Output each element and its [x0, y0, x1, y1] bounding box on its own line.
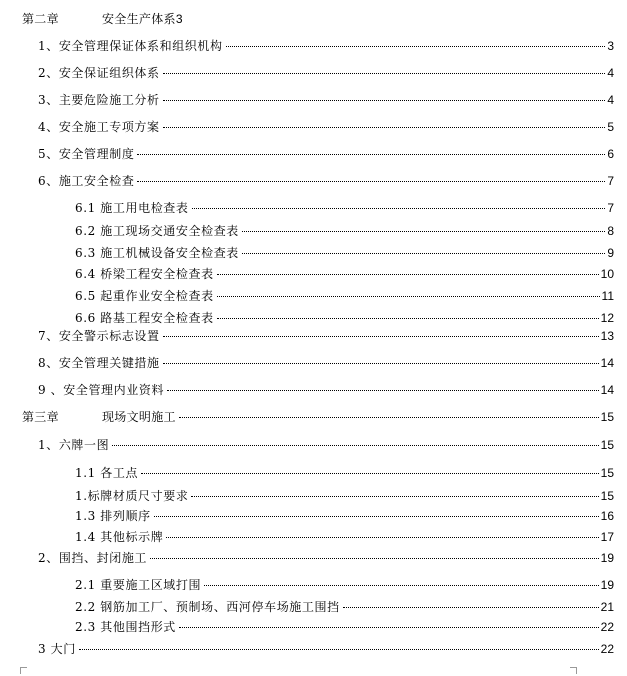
- toc-entry-title: 4、安全施工专项方案: [38, 120, 160, 134]
- toc-page-number: 5: [607, 120, 614, 134]
- toc-dot-leader: [163, 73, 606, 74]
- toc-dot-leader: [242, 231, 605, 232]
- chapter-number: 第二章: [22, 12, 59, 26]
- toc-entry[interactable]: [75, 507, 614, 525]
- toc-page-number: 3: [607, 39, 614, 53]
- toc-page-number: 11: [601, 289, 614, 303]
- toc-dot-leader: [137, 181, 605, 182]
- toc-entry[interactable]: [75, 487, 614, 505]
- toc-entry[interactable]: [38, 640, 614, 658]
- toc-entry-title: 6.2 施工现场交通安全检查表: [75, 224, 239, 238]
- toc-page-number: 7: [607, 174, 614, 188]
- toc-entry[interactable]: [38, 118, 614, 136]
- toc-page-number: 12: [600, 311, 614, 325]
- toc-dot-leader: [217, 274, 599, 275]
- toc-entry-title: [22, 408, 176, 426]
- toc-entry-title: 6.6 路基工程安全检查表: [75, 311, 214, 325]
- toc-page-number: 15: [600, 489, 614, 503]
- page-corner-mark: [570, 667, 577, 674]
- toc-page-number: 9: [607, 246, 614, 260]
- toc-entry-title: 1.3 排列顺序: [75, 509, 151, 523]
- toc-page-number: 15: [600, 438, 614, 452]
- toc-chapter-entry[interactable]: [22, 408, 614, 426]
- toc-entry-title: 2.3 其他围挡形式: [75, 620, 176, 634]
- toc-entry[interactable]: [75, 199, 614, 217]
- toc-entry[interactable]: [38, 381, 614, 399]
- toc-dot-leader: [217, 318, 599, 319]
- toc-entry[interactable]: [38, 37, 614, 55]
- toc-entry[interactable]: [75, 576, 614, 594]
- toc-entry[interactable]: [38, 436, 614, 454]
- toc-entry-title: 3 大门: [38, 642, 76, 656]
- toc-dot-leader: [79, 649, 599, 650]
- toc-page-number: 21: [600, 600, 614, 614]
- toc-entry[interactable]: [75, 618, 614, 636]
- toc-dot-leader: [166, 537, 598, 538]
- toc-entry[interactable]: [38, 549, 614, 567]
- toc-entry[interactable]: [75, 598, 614, 616]
- toc-dot-leader: [163, 127, 606, 128]
- toc-dot-leader: [163, 100, 606, 101]
- page-corner-mark: [20, 667, 27, 674]
- toc-page-number: 19: [600, 551, 614, 565]
- toc-dot-leader: [179, 417, 599, 418]
- toc-entry-title: 7、安全警示标志设置: [38, 329, 160, 343]
- toc-entry[interactable]: [75, 222, 614, 240]
- toc-entry[interactable]: [38, 91, 614, 109]
- toc-entry-title: 6.4 桥梁工程安全检查表: [75, 267, 214, 281]
- toc-entry[interactable]: [75, 287, 614, 305]
- toc-dot-leader: [141, 473, 599, 474]
- toc-entry-title: 1.标牌材质尺寸要求: [75, 489, 189, 503]
- toc-dot-leader: [204, 585, 599, 586]
- toc-page-number: 6: [607, 147, 614, 161]
- toc-entry-title: 1.1 各工点: [75, 466, 139, 480]
- toc-entry-title: 6、施工安全检查: [38, 174, 135, 188]
- toc-dot-leader: [242, 253, 605, 254]
- toc-entry-title: 6.3 施工机械设备安全检查表: [75, 246, 239, 260]
- toc-chapter-entry[interactable]: [22, 10, 183, 28]
- toc-dot-leader: [163, 336, 599, 337]
- toc-entry-title: 8、安全管理关键措施: [38, 356, 160, 370]
- toc-page-number: 16: [600, 509, 614, 523]
- toc-dot-leader: [150, 558, 599, 559]
- chapter-title: 现场文明施工: [102, 410, 176, 424]
- toc-entry-title: 2、围挡、封闭施工: [38, 551, 148, 565]
- toc-dot-leader: [163, 363, 599, 364]
- toc-entry-title: 1、六牌一图: [38, 438, 110, 452]
- toc-page-number: 7: [607, 201, 614, 215]
- toc-page-number: 22: [600, 620, 614, 634]
- toc-entry[interactable]: [75, 265, 614, 283]
- chapter-title: 安全生产体系: [102, 12, 176, 26]
- toc-page-number: 15: [600, 466, 614, 480]
- toc-page-number: 15: [600, 410, 614, 424]
- toc-page-number: 14: [600, 383, 614, 397]
- toc-entry[interactable]: [75, 309, 614, 327]
- toc-entry-title: [22, 10, 176, 28]
- toc-entry-title: 9 、安全管理内业资料: [38, 383, 165, 397]
- toc-entry[interactable]: [38, 64, 614, 82]
- toc-entry[interactable]: [38, 327, 614, 345]
- toc-dot-leader: [167, 390, 599, 391]
- toc-page-number: 17: [600, 530, 614, 544]
- toc-dot-leader: [179, 627, 599, 628]
- toc-entry[interactable]: [38, 172, 614, 190]
- toc-page-number: 13: [600, 329, 614, 343]
- toc-entry-title: 6.1 施工用电检查表: [75, 201, 189, 215]
- toc-dot-leader: [343, 607, 599, 608]
- toc-entry[interactable]: [75, 244, 614, 262]
- toc-entry-title: 2、安全保证组织体系: [38, 66, 160, 80]
- toc-entry-title: 1.4 其他标示牌: [75, 530, 164, 544]
- toc-page-number: 10: [600, 267, 614, 281]
- toc-dot-leader: [112, 445, 598, 446]
- toc-dot-leader: [137, 154, 605, 155]
- toc-page-number: 8: [607, 224, 614, 238]
- toc-dot-leader: [154, 516, 599, 517]
- toc-page-number: 19: [600, 578, 614, 592]
- toc-entry-title: 1、安全管理保证体系和组织机构: [38, 39, 223, 53]
- toc-page-number: 22: [600, 642, 614, 656]
- toc-entry[interactable]: [75, 464, 614, 482]
- toc-dot-leader: [192, 208, 606, 209]
- toc-entry-title: 5、安全管理制度: [38, 147, 135, 161]
- toc-entry[interactable]: [38, 354, 614, 372]
- toc-dot-leader: [226, 46, 606, 47]
- toc-entry[interactable]: [75, 528, 614, 546]
- toc-dot-leader: [191, 496, 598, 497]
- toc-page-number: 14: [600, 356, 614, 370]
- toc-entry-title: 2.2 钢筋加工厂、预制场、西河停车场施工围挡: [75, 600, 340, 614]
- toc-entry-title: 6.5 起重作业安全检查表: [75, 289, 214, 303]
- toc-page-number: 4: [607, 93, 614, 107]
- toc-page-number: 4: [607, 66, 614, 80]
- toc-page-number: 3: [175, 12, 183, 26]
- chapter-number: 第三章: [22, 410, 59, 424]
- toc-entry[interactable]: [38, 145, 614, 163]
- toc-entry-title: 3、主要危险施工分析: [38, 93, 160, 107]
- toc-entry-title: 2.1 重要施工区域打围: [75, 578, 202, 592]
- toc-dot-leader: [217, 296, 600, 297]
